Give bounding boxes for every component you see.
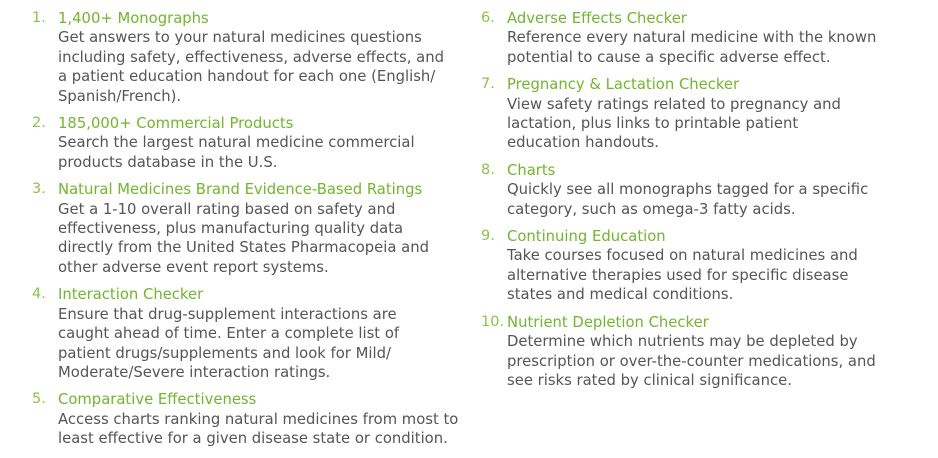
item-description: Ensure that drug-supplement interactions are caught ahead of time. Enter a complete list of patient drugs/supplements and look for Mild/ Moderate/Severe interaction ratings. <box>58 305 400 381</box>
item-number: 2. <box>32 115 46 132</box>
item-number: 10. <box>481 313 505 330</box>
item-description: Take courses focused on natural medicines and alternative therapies used for specific disease states and medical conditions. <box>507 247 858 304</box>
item-title: 1,400+ Monographs <box>58 10 209 27</box>
item-title: Adverse Effects Checker <box>507 10 687 27</box>
item-title: Continuing Education <box>507 228 666 246</box>
list-item <box>32 9 472 106</box>
list-item <box>481 75 921 153</box>
item-number: 7. <box>481 76 495 93</box>
item-number: 9. <box>481 228 495 245</box>
item-number: 8. <box>481 161 495 178</box>
list-item <box>32 390 472 448</box>
item-title: 185,000+ Commercial Products <box>58 115 294 133</box>
item-title: Interaction Checker <box>58 286 204 304</box>
item-title: Nutrient Depletion Checker <box>507 313 709 331</box>
list-item <box>481 313 921 391</box>
item-number: 3. <box>32 181 46 198</box>
item-description: Get a 1-10 overall rating based on safety and effectiveness, plus manufacturing quality data directly from the United States Pharmacopeia and other adverse event report systems. <box>58 200 429 276</box>
item-title: Comparative Effectiveness <box>58 391 257 409</box>
item-number: 6. <box>481 10 495 26</box>
item-description: View safety ratings related to pregnancy and lactation, plus links to printable patient education handouts. <box>507 95 841 152</box>
item-title: Charts <box>507 161 556 179</box>
item-number: 1. <box>32 10 46 26</box>
item-number: 5. <box>32 391 46 408</box>
feature-list-right-column <box>481 9 921 398</box>
item-description: Reference every natural medicine with the known potential to cause a specific adverse effect. <box>507 29 877 66</box>
item-title: Pregnancy & Lactation Checker <box>507 76 740 94</box>
item-description: Get answers to your natural medicines questions including safety, effectiveness, adverse effects, and a patient education handout for each one (English/ Spanish/French). <box>58 29 444 105</box>
item-description: Access charts ranking natural medicines from most to least effective for a given disease state or condition. <box>58 410 459 448</box>
feature-list-left-column <box>32 9 472 457</box>
list-item <box>481 161 921 219</box>
list-item <box>481 227 921 305</box>
item-number: 4. <box>32 286 46 303</box>
item-description: Quickly see all monographs tagged for a specific category, such as omega-3 fatty acids. <box>507 181 869 218</box>
item-description: Determine which nutrients may be depleted by prescription or over-the-counter medications, and see risks rated by clinical significance. <box>507 333 876 389</box>
list-item <box>32 114 472 172</box>
item-title: Natural Medicines Brand Evidence-Based Ratings <box>58 181 423 199</box>
item-description: Search the largest natural medicine commercial products database in the U.S. <box>58 134 415 171</box>
list-item <box>32 285 472 382</box>
list-item <box>481 9 921 67</box>
list-item <box>32 180 472 277</box>
